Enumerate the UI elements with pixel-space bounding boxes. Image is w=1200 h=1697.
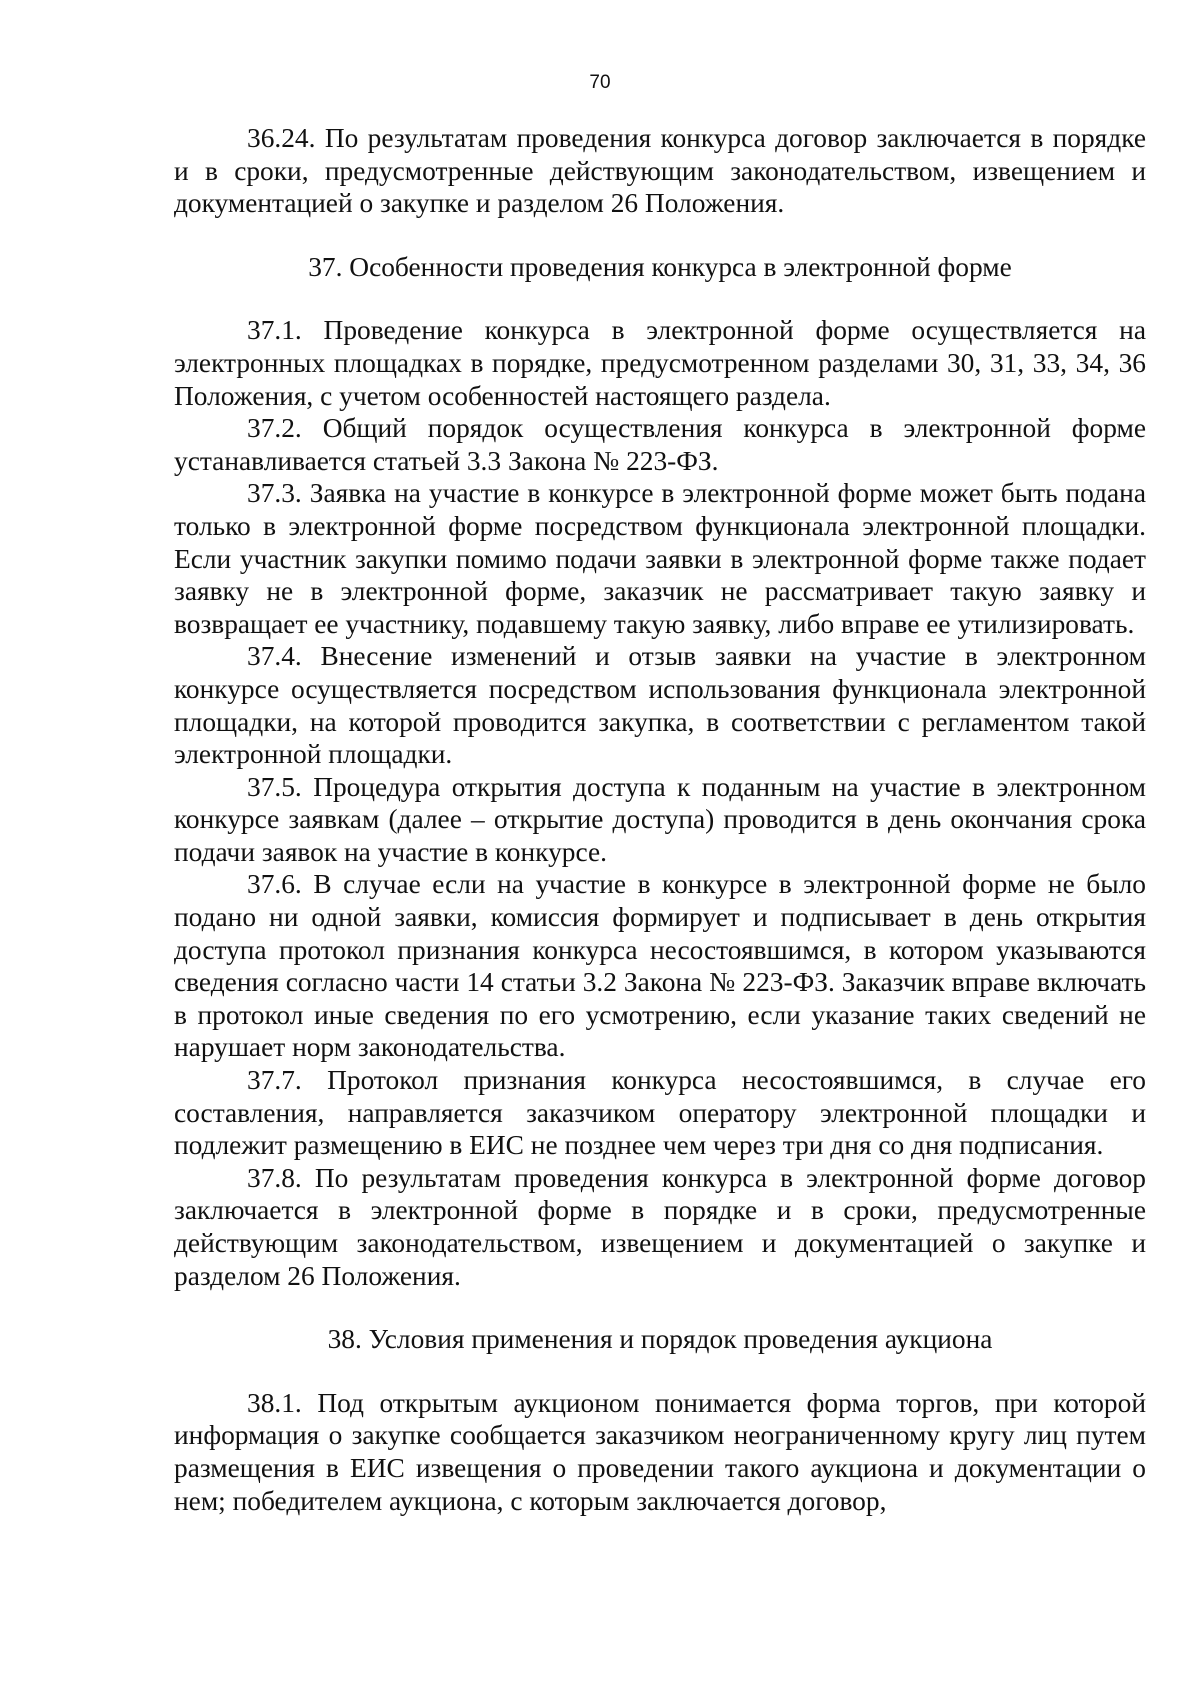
paragraph-38-1: 38.1. Под открытым аукционом понимается форма торгов, при которой информация о закупке сообщается заказчиком неограниченному кругу лиц путем размещения в ЕИС извещения о проведении такого аукциона и документации о нем; победителем аукциона, с которым заключается договор, [174, 1387, 1146, 1516]
paragraph-37-4: 37.4. Внесение изменений и отзыв заявки на участие в электронном конкурсе осуществляется посредством использования функционала электронной площадки, на которой проводится закупка, в соответствии с регламентом такой электронной площадки. [174, 641, 1146, 770]
paragraph-37-2: 37.2. Общий порядок осуществления конкурса в электронной форме устанавливается статьей 3.3 Закона № 223-ФЗ. [174, 413, 1146, 476]
document-body [174, 122, 1146, 1517]
section-heading-38: 38. Условия применения и порядок проведения аукциона [327, 1324, 993, 1355]
paragraph-37-6: 37.6. В случае если на участие в конкурсе в электронной форме не было подано ни одной заявки, комиссия формирует и подписывает в день открытия доступа протокол признания конкурса несостоявшимся, в котором указываются сведения согласно части 14 статьи 3.2 Закона № 223-ФЗ. Заказчик вправе включать в протокол иные сведения по его усмотрению, если указание таких сведений не нарушает норм законодательства. [174, 869, 1146, 1063]
paragraph-37-1: 37.1. Проведение конкурса в электронной форме осуществляется на электронных площадках в порядке, предусмотренном разделами 30, 31, 33, 34, 36 Положения, с учетом особенностей настоящего раздела. [174, 315, 1146, 411]
paragraph-37-8: 37.8. По результатам проведения конкурса в электронной форме договор заключается в электронной форме в порядке и в сроки, предусмотренные действующим законодательством, извещением и документацией о закупке и разделом 26 Положения. [174, 1162, 1146, 1291]
section-heading-37: 37. Особенности проведения конкурса в электронной форме [308, 251, 1012, 282]
paragraph-37-5: 37.5. Процедура открытия доступа к поданным на участие в электронном конкурсе заявкам (далее – открытие доступа) проводится в день окончания срока подачи заявок на участие в конкурсе. [174, 771, 1146, 867]
paragraph-37-3: 37.3. Заявка на участие в конкурсе в электронной форме может быть подана только в электронной форме посредством функционала электронной площадки. Если участник закупки помимо подачи заявки в электронной форме также подает заявку не в электронной форме, заказчик не рассматривает такую заявку и возвращает ее участнику, подавшему такую заявку, либо вправе ее утилизировать. [174, 478, 1146, 639]
paragraph-37-7: 37.7. Протокол признания конкурса несостоявшимся, в случае его составления, направляется заказчиком оператору электронной площадки и подлежит размещению в ЕИС не позднее чем через три дня со дня подписания. [174, 1065, 1146, 1161]
paragraph-36-24: 36.24. По результатам проведения конкурса договор заключается в порядке и в сроки, предусмотренные действующим законодательством, извещением и документацией о закупке и разделом 26 Положения. [174, 123, 1146, 219]
page-number: 70 [589, 72, 611, 93]
